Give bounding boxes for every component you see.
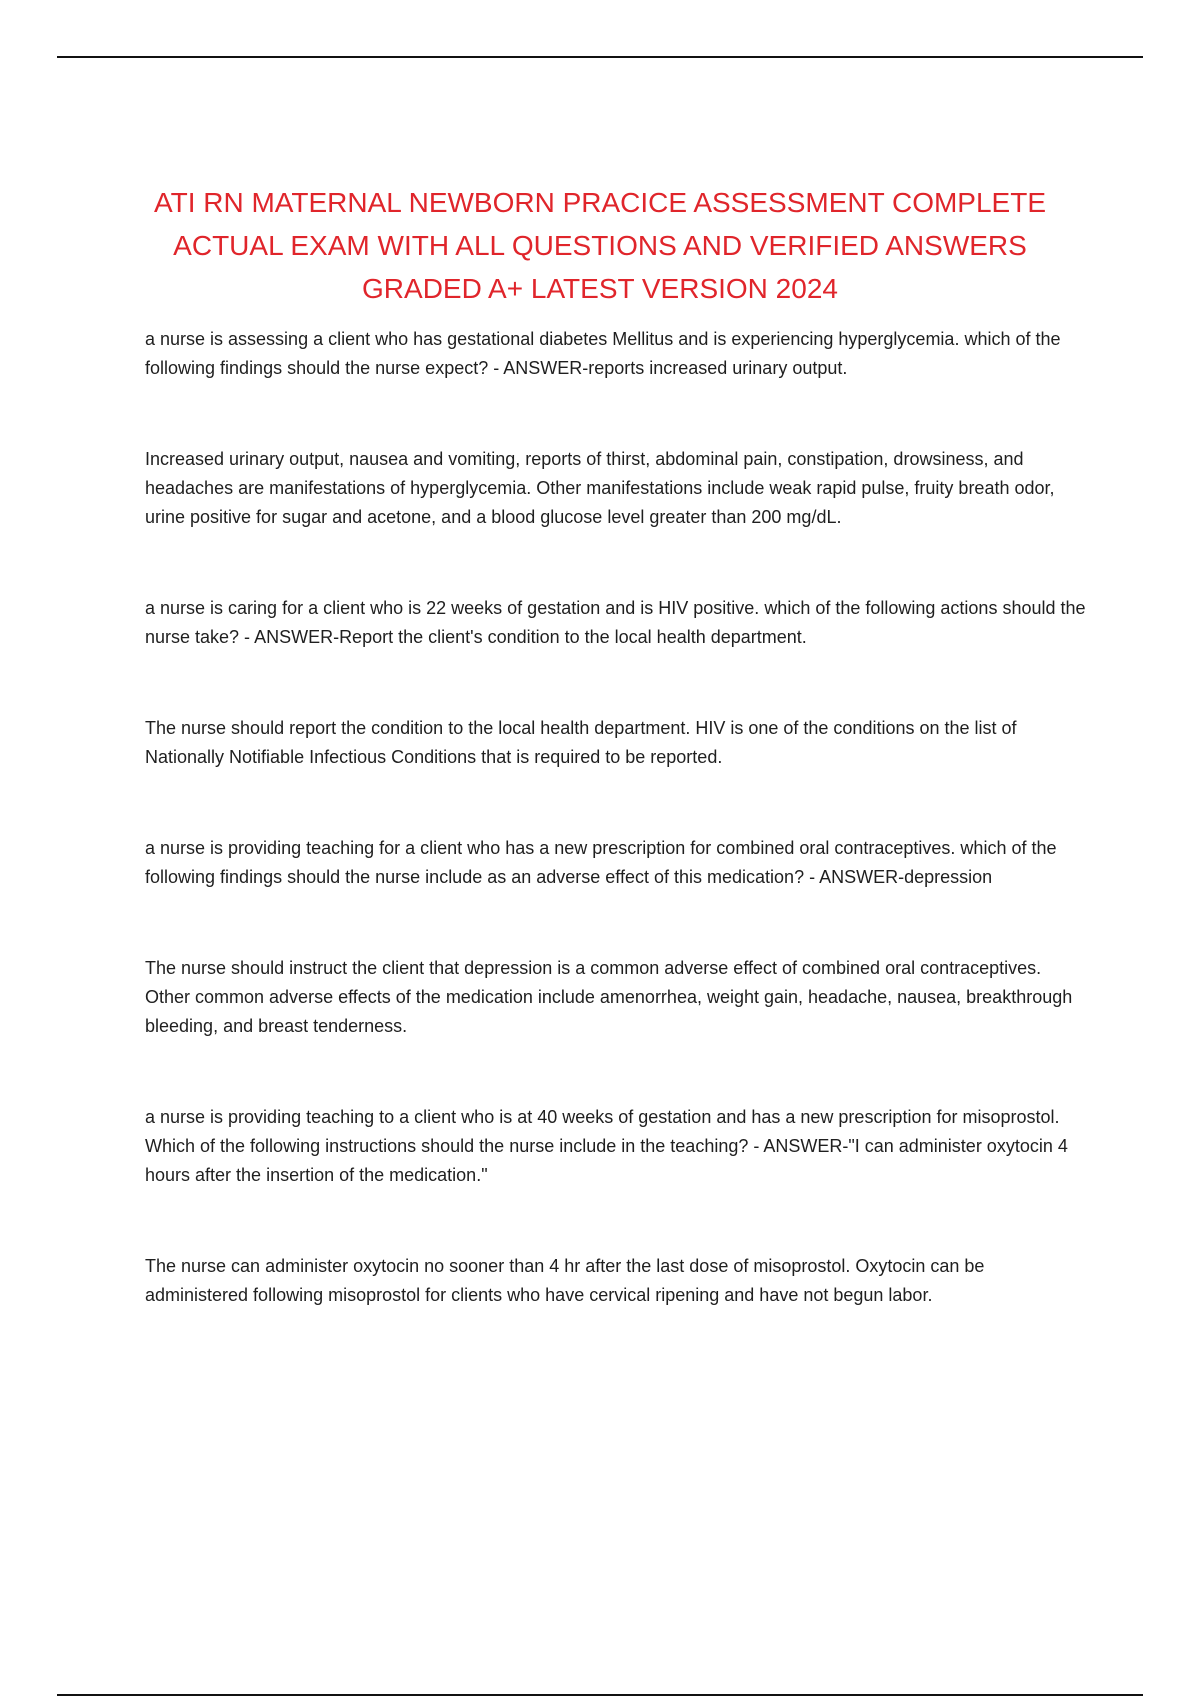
- question-answer: a nurse is providing teaching for a client who has a new prescription for combined oral contraceptives. which of the following findings should the nurse include as an adverse effect of this medication? - ANSWER-depression: [145, 838, 1057, 887]
- qa-item: [145, 1103, 1090, 1310]
- question-answer: a nurse is providing teaching to a client who is at 40 weeks of gestation and has a new prescription for misoprostol. Which of the following instructions should the nurse include in the teaching? - ANSWER-"I can administer oxytocin 4 hours after the insertion of the medication.": [145, 1107, 1068, 1185]
- rationale: The nurse can administer oxytocin no sooner than 4 hr after the last dose of misoprostol. Oxytocin can be administered following misoprostol for clients who have cervical ripening and have not begun labor.: [145, 1256, 985, 1305]
- document-title: ATI RN MATERNAL NEWBORN PRACICE ASSESSMENT COMPLETE ACTUAL EXAM WITH ALL QUESTIONS AND VERIFIED ANSWERS GRADED A+ LATEST VERSION 2024: [154, 187, 1046, 304]
- question-answer: a nurse is caring for a client who is 22 weeks of gestation and is HIV positive. which of the following actions should the nurse take? - ANSWER-Report the client's condition to the local health department.: [145, 598, 1086, 647]
- qa-item: [145, 834, 1090, 1041]
- header-rule: [57, 56, 1143, 58]
- qa-item: [145, 325, 1090, 532]
- footer-rule: [57, 1694, 1143, 1696]
- rationale: The nurse should instruct the client that depression is a common adverse effect of combined oral contraceptives. Other common adverse effects of the medication include amenorrhea, weight gain, headache, nausea, breakthrough bleeding, and breast tenderness.: [145, 958, 1073, 1036]
- rationale: The nurse should report the condition to the local health department. HIV is one of the conditions on the list of Nationally Notifiable Infectious Conditions that is required to be reported.: [145, 718, 1017, 767]
- qa-item: [145, 594, 1090, 772]
- question-answer: a nurse is assessing a client who has gestational diabetes Mellitus and is experiencing hyperglycemia. which of the following findings should the nurse expect? - ANSWER-reports increased urinary output.: [145, 329, 1061, 378]
- rationale: Increased urinary output, nausea and vomiting, reports of thirst, abdominal pain, constipation, drowsiness, and headaches are manifestations of hyperglycemia. Other manifestations include weak rapid pulse, fruity breath odor, urine positive for sugar and acetone, and a blood glucose level greater than 200 mg/dL.: [145, 449, 1055, 527]
- document-body: [145, 325, 1090, 1372]
